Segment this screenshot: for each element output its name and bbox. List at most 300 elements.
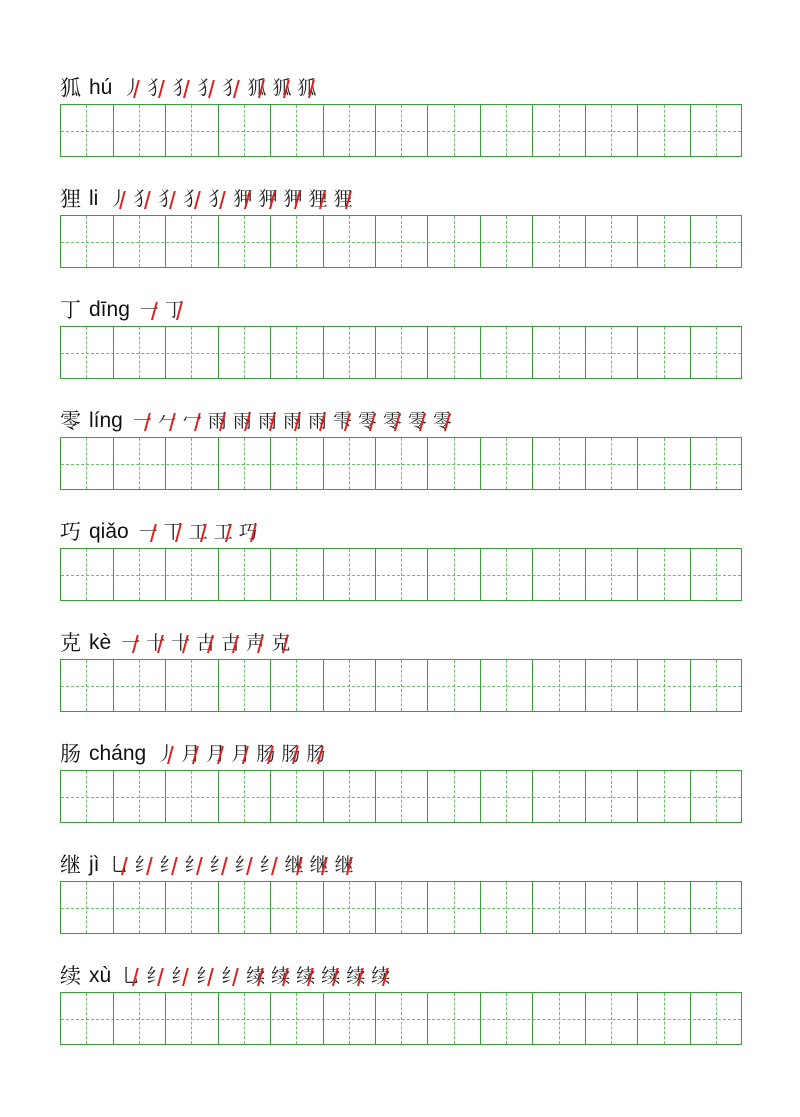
stroke-step: 丁 xyxy=(165,298,184,322)
stroke-step: 克 xyxy=(271,631,290,655)
stroke-order xyxy=(108,187,358,211)
stroke-highlight-icon xyxy=(207,635,220,653)
stroke-step: 犭 xyxy=(172,76,191,100)
stroke-highlight-icon xyxy=(257,968,270,986)
stroke-highlight-icon xyxy=(308,80,321,98)
character: 零 xyxy=(60,409,81,433)
writing-cell[interactable] xyxy=(323,438,375,489)
stroke-step: 犭 xyxy=(197,76,216,100)
stroke-step: 零 xyxy=(383,409,402,433)
stroke-step: 犭 xyxy=(208,187,227,211)
character: 狐 xyxy=(60,76,81,100)
stroke-step: 纟 xyxy=(171,964,190,988)
writing-cell[interactable] xyxy=(428,660,480,711)
writing-cell[interactable] xyxy=(323,327,375,378)
stroke-highlight-icon xyxy=(217,746,230,764)
writing-cell[interactable] xyxy=(113,327,165,378)
stroke-step: 纟 xyxy=(260,853,279,877)
writing-cell[interactable] xyxy=(586,771,638,822)
writing-cell[interactable] xyxy=(376,771,428,822)
stroke-step: 月 xyxy=(231,742,250,766)
stroke-step: 狐 xyxy=(272,76,291,100)
stroke-highlight-icon xyxy=(419,413,432,431)
stroke-step: 续 xyxy=(346,964,365,988)
stroke-highlight-icon xyxy=(182,968,195,986)
stroke-step: 雨 xyxy=(283,409,302,433)
stroke-order xyxy=(156,742,331,766)
writing-cell[interactable] xyxy=(638,549,690,600)
practice-row xyxy=(60,619,742,730)
character: 续 xyxy=(60,964,81,988)
pinyin: hú xyxy=(89,76,113,99)
writing-cell[interactable] xyxy=(61,882,113,933)
stroke-highlight-icon xyxy=(232,968,245,986)
stroke-highlight-icon xyxy=(369,413,382,431)
stroke-step: 续 xyxy=(271,964,290,988)
stroke-step: 十 xyxy=(146,631,165,655)
writing-cell[interactable] xyxy=(533,327,585,378)
writing-cell[interactable] xyxy=(428,771,480,822)
writing-cell[interactable] xyxy=(271,993,323,1044)
writing-cell[interactable] xyxy=(113,105,165,156)
writing-cell[interactable] xyxy=(376,549,428,600)
stroke-highlight-icon xyxy=(233,80,246,98)
stroke-highlight-icon xyxy=(250,524,263,542)
stroke-order xyxy=(140,298,190,322)
stroke-step: 纟 xyxy=(146,964,165,988)
stroke-highlight-icon xyxy=(283,80,296,98)
stroke-step: 丅 xyxy=(164,520,183,544)
writing-cell[interactable] xyxy=(586,105,638,156)
stroke-step: 肠 xyxy=(281,742,300,766)
writing-cell[interactable] xyxy=(218,438,270,489)
writing-cell[interactable] xyxy=(218,105,270,156)
stroke-order xyxy=(122,76,322,100)
stroke-highlight-icon xyxy=(296,857,309,875)
stroke-step: 狸 xyxy=(333,187,352,211)
writing-cell[interactable] xyxy=(271,327,323,378)
writing-cell[interactable] xyxy=(271,549,323,600)
stroke-step: 一 xyxy=(133,409,152,433)
writing-cell[interactable] xyxy=(166,771,218,822)
writing-cell[interactable] xyxy=(113,438,165,489)
stroke-step: 续 xyxy=(321,964,340,988)
writing-cell[interactable] xyxy=(218,549,270,600)
row-header xyxy=(60,952,396,988)
writing-cell[interactable] xyxy=(218,327,270,378)
stroke-highlight-icon xyxy=(246,857,259,875)
stroke-step: 乚 xyxy=(110,853,129,877)
writing-cell[interactable] xyxy=(376,216,428,267)
writing-cell[interactable] xyxy=(376,882,428,933)
stroke-highlight-icon xyxy=(269,191,282,209)
writing-cell[interactable] xyxy=(586,216,638,267)
pinyin: qiǎo xyxy=(89,520,129,543)
stroke-highlight-icon xyxy=(244,413,257,431)
writing-cell[interactable] xyxy=(481,660,533,711)
stroke-step: 狸 xyxy=(308,187,327,211)
stroke-highlight-icon xyxy=(257,635,270,653)
stroke-step: 乚 xyxy=(121,964,140,988)
writing-cell[interactable] xyxy=(61,105,113,156)
stroke-order xyxy=(110,853,360,877)
writing-cell[interactable] xyxy=(638,327,690,378)
writing-cell[interactable] xyxy=(271,438,323,489)
stroke-highlight-icon xyxy=(282,635,295,653)
writing-cell[interactable] xyxy=(428,327,480,378)
pinyin: li xyxy=(89,187,99,210)
stroke-highlight-icon xyxy=(151,302,164,320)
writing-grid xyxy=(60,215,742,268)
stroke-step: 纟 xyxy=(196,964,215,988)
stroke-step: 狎 xyxy=(283,187,302,211)
stroke-step: 继 xyxy=(310,853,329,877)
writing-grid xyxy=(60,881,742,934)
stroke-step: 十 xyxy=(171,631,190,655)
writing-cell[interactable] xyxy=(376,660,428,711)
writing-cell[interactable] xyxy=(61,771,113,822)
writing-cell[interactable] xyxy=(586,993,638,1044)
stroke-highlight-icon xyxy=(167,746,180,764)
stroke-step: 犭 xyxy=(133,187,152,211)
stroke-highlight-icon xyxy=(294,191,307,209)
writing-cell[interactable] xyxy=(586,549,638,600)
writing-cell[interactable] xyxy=(61,327,113,378)
writing-cell[interactable] xyxy=(691,660,743,711)
writing-grid xyxy=(60,770,742,823)
stroke-step: 肠 xyxy=(256,742,275,766)
stroke-step: 纟 xyxy=(135,853,154,877)
writing-cell[interactable] xyxy=(166,105,218,156)
writing-cell[interactable] xyxy=(691,771,743,822)
writing-cell[interactable] xyxy=(323,993,375,1044)
writing-cell[interactable] xyxy=(428,438,480,489)
writing-cell[interactable] xyxy=(638,993,690,1044)
stroke-highlight-icon xyxy=(219,191,232,209)
row-header xyxy=(60,175,359,211)
stroke-highlight-icon xyxy=(232,635,245,653)
writing-cell[interactable] xyxy=(218,993,270,1044)
writing-cell[interactable] xyxy=(61,993,113,1044)
stroke-highlight-icon xyxy=(357,968,370,986)
stroke-step: 继 xyxy=(285,853,304,877)
practice-row xyxy=(60,952,742,1063)
writing-cell[interactable] xyxy=(218,882,270,933)
writing-cell[interactable] xyxy=(323,882,375,933)
stroke-highlight-icon xyxy=(221,857,234,875)
writing-cell[interactable] xyxy=(691,216,743,267)
writing-cell[interactable] xyxy=(533,216,585,267)
stroke-highlight-icon xyxy=(444,413,457,431)
stroke-step: 丿 xyxy=(122,76,141,100)
character: 继 xyxy=(60,853,81,877)
stroke-highlight-icon xyxy=(121,857,134,875)
writing-cell[interactable] xyxy=(271,771,323,822)
stroke-step: 纟 xyxy=(235,853,254,877)
stroke-highlight-icon xyxy=(157,635,170,653)
pinyin: cháng xyxy=(89,742,147,765)
character: 狸 xyxy=(60,187,81,211)
writing-grid xyxy=(60,437,742,490)
writing-cell[interactable] xyxy=(166,327,218,378)
stroke-step: 犭 xyxy=(222,76,241,100)
row-header xyxy=(60,64,322,100)
stroke-step: 狎 xyxy=(233,187,252,211)
stroke-step: 𠂉 xyxy=(158,409,177,433)
writing-cell[interactable] xyxy=(638,105,690,156)
practice-row xyxy=(60,175,742,286)
writing-cell[interactable] xyxy=(113,660,165,711)
stroke-step: 雫 xyxy=(333,409,352,433)
stroke-highlight-icon xyxy=(269,413,282,431)
writing-cell[interactable] xyxy=(586,438,638,489)
practice-row xyxy=(60,64,742,175)
stroke-highlight-icon xyxy=(175,524,188,542)
stroke-step: 零 xyxy=(408,409,427,433)
pinyin: jì xyxy=(89,853,100,876)
stroke-highlight-icon xyxy=(208,80,221,98)
stroke-highlight-icon xyxy=(394,413,407,431)
writing-cell[interactable] xyxy=(691,993,743,1044)
writing-cell[interactable] xyxy=(113,771,165,822)
stroke-highlight-icon xyxy=(171,857,184,875)
character: 克 xyxy=(60,631,81,655)
writing-cell[interactable] xyxy=(113,216,165,267)
stroke-highlight-icon xyxy=(225,524,238,542)
stroke-highlight-icon xyxy=(292,746,305,764)
stroke-step: 冖 xyxy=(183,409,202,433)
stroke-order xyxy=(139,520,264,544)
writing-cell[interactable] xyxy=(691,438,743,489)
practice-row xyxy=(60,397,742,508)
writing-cell[interactable] xyxy=(533,771,585,822)
stroke-step: 一 xyxy=(140,298,159,322)
writing-cell[interactable] xyxy=(323,105,375,156)
stroke-highlight-icon xyxy=(132,635,145,653)
stroke-highlight-icon xyxy=(344,413,357,431)
stroke-step: 巧 xyxy=(239,520,258,544)
stroke-step: 犭 xyxy=(147,76,166,100)
writing-cell[interactable] xyxy=(376,438,428,489)
writing-cell[interactable] xyxy=(428,105,480,156)
stroke-step: 雨 xyxy=(208,409,227,433)
stroke-step: 犭 xyxy=(158,187,177,211)
writing-cell[interactable] xyxy=(691,105,743,156)
stroke-highlight-icon xyxy=(119,191,132,209)
stroke-highlight-icon xyxy=(346,857,359,875)
stroke-highlight-icon xyxy=(132,968,145,986)
stroke-highlight-icon xyxy=(258,80,271,98)
stroke-highlight-icon xyxy=(244,191,257,209)
writing-cell[interactable] xyxy=(481,882,533,933)
pinyin: xù xyxy=(89,964,112,987)
writing-cell[interactable] xyxy=(481,216,533,267)
writing-cell[interactable] xyxy=(533,549,585,600)
stroke-highlight-icon xyxy=(144,413,157,431)
writing-cell[interactable] xyxy=(481,993,533,1044)
writing-cell[interactable] xyxy=(533,438,585,489)
stroke-highlight-icon xyxy=(146,857,159,875)
writing-cell[interactable] xyxy=(533,105,585,156)
stroke-order xyxy=(133,409,458,433)
character: 肠 xyxy=(60,742,81,766)
writing-cell[interactable] xyxy=(166,216,218,267)
stroke-highlight-icon xyxy=(317,746,330,764)
stroke-highlight-icon xyxy=(150,524,163,542)
stroke-step: 纟 xyxy=(210,853,229,877)
writing-cell[interactable] xyxy=(586,882,638,933)
writing-cell[interactable] xyxy=(428,549,480,600)
stroke-highlight-icon xyxy=(194,413,207,431)
stroke-highlight-icon xyxy=(169,413,182,431)
writing-cell[interactable] xyxy=(376,105,428,156)
writing-cell[interactable] xyxy=(638,660,690,711)
writing-cell[interactable] xyxy=(428,882,480,933)
writing-cell[interactable] xyxy=(113,549,165,600)
row-header xyxy=(60,286,190,322)
writing-cell[interactable] xyxy=(166,660,218,711)
character: 巧 xyxy=(60,520,81,544)
writing-cell[interactable] xyxy=(481,327,533,378)
stroke-highlight-icon xyxy=(282,968,295,986)
writing-cell[interactable] xyxy=(428,993,480,1044)
writing-cell[interactable] xyxy=(481,438,533,489)
writing-cell[interactable] xyxy=(271,216,323,267)
stroke-step: 雨 xyxy=(233,409,252,433)
writing-cell[interactable] xyxy=(428,216,480,267)
stroke-step: 续 xyxy=(371,964,390,988)
stroke-order xyxy=(121,964,396,988)
stroke-step: 肠 xyxy=(306,742,325,766)
writing-cell[interactable] xyxy=(376,327,428,378)
row-header xyxy=(60,619,296,655)
writing-cell[interactable] xyxy=(113,993,165,1044)
stroke-highlight-icon xyxy=(133,80,146,98)
row-header xyxy=(60,841,360,877)
writing-cell[interactable] xyxy=(638,771,690,822)
stroke-step: 续 xyxy=(296,964,315,988)
writing-cell[interactable] xyxy=(533,993,585,1044)
stroke-step: 雨 xyxy=(308,409,327,433)
stroke-highlight-icon xyxy=(183,80,196,98)
writing-cell[interactable] xyxy=(271,105,323,156)
stroke-step: 犭 xyxy=(183,187,202,211)
stroke-step: 月 xyxy=(181,742,200,766)
writing-cell[interactable] xyxy=(323,771,375,822)
stroke-highlight-icon xyxy=(219,413,232,431)
stroke-step: 丿 xyxy=(108,187,127,211)
stroke-highlight-icon xyxy=(382,968,395,986)
writing-cell[interactable] xyxy=(218,660,270,711)
writing-cell[interactable] xyxy=(218,771,270,822)
stroke-step: 古 xyxy=(196,631,215,655)
stroke-highlight-icon xyxy=(158,80,171,98)
stroke-step: 纟 xyxy=(160,853,179,877)
writing-cell[interactable] xyxy=(166,993,218,1044)
writing-cell[interactable] xyxy=(61,216,113,267)
writing-cell[interactable] xyxy=(533,660,585,711)
stroke-step: 雨 xyxy=(258,409,277,433)
writing-cell[interactable] xyxy=(533,882,585,933)
stroke-highlight-icon xyxy=(207,968,220,986)
writing-cell[interactable] xyxy=(61,549,113,600)
writing-cell[interactable] xyxy=(376,993,428,1044)
writing-grid xyxy=(60,659,742,712)
writing-cell[interactable] xyxy=(691,882,743,933)
practice-row xyxy=(60,730,742,841)
writing-cell[interactable] xyxy=(166,882,218,933)
writing-cell[interactable] xyxy=(691,549,743,600)
stroke-highlight-icon xyxy=(200,524,213,542)
stroke-highlight-icon xyxy=(182,635,195,653)
stroke-step: 狐 xyxy=(297,76,316,100)
pinyin: kè xyxy=(89,631,112,654)
writing-cell[interactable] xyxy=(323,549,375,600)
stroke-step: 续 xyxy=(246,964,265,988)
stroke-step: 一 xyxy=(121,631,140,655)
row-header xyxy=(60,508,264,544)
writing-cell[interactable] xyxy=(166,549,218,600)
writing-cell[interactable] xyxy=(481,771,533,822)
stroke-step: 丿 xyxy=(156,742,175,766)
writing-cell[interactable] xyxy=(638,216,690,267)
writing-cell[interactable] xyxy=(271,882,323,933)
writing-cell[interactable] xyxy=(61,438,113,489)
stroke-highlight-icon xyxy=(267,746,280,764)
stroke-step: 古 xyxy=(221,631,240,655)
stroke-highlight-icon xyxy=(196,857,209,875)
stroke-step: 纟 xyxy=(221,964,240,988)
stroke-highlight-icon xyxy=(321,857,334,875)
stroke-step: 继 xyxy=(335,853,354,877)
writing-cell[interactable] xyxy=(481,549,533,600)
stroke-highlight-icon xyxy=(294,413,307,431)
row-header xyxy=(60,397,458,433)
stroke-highlight-icon xyxy=(319,191,332,209)
stroke-step: 声 xyxy=(246,631,265,655)
row-header xyxy=(60,730,331,766)
writing-cell[interactable] xyxy=(638,438,690,489)
practice-row xyxy=(60,508,742,619)
stroke-step: 狐 xyxy=(247,76,266,100)
stroke-highlight-icon xyxy=(194,191,207,209)
pinyin: líng xyxy=(89,409,123,432)
writing-cell[interactable] xyxy=(586,327,638,378)
writing-cell[interactable] xyxy=(586,660,638,711)
stroke-highlight-icon xyxy=(176,302,189,320)
writing-grid xyxy=(60,104,742,157)
stroke-highlight-icon xyxy=(271,857,284,875)
stroke-step: 零 xyxy=(358,409,377,433)
writing-cell[interactable] xyxy=(61,660,113,711)
writing-cell[interactable] xyxy=(323,216,375,267)
stroke-step: 纟 xyxy=(185,853,204,877)
writing-grid xyxy=(60,326,742,379)
writing-cell[interactable] xyxy=(691,327,743,378)
writing-cell[interactable] xyxy=(166,438,218,489)
stroke-step: 工 xyxy=(189,520,208,544)
writing-cell[interactable] xyxy=(323,660,375,711)
stroke-step: 月 xyxy=(206,742,225,766)
stroke-step: 狎 xyxy=(258,187,277,211)
writing-cell[interactable] xyxy=(271,660,323,711)
writing-grid xyxy=(60,992,742,1045)
writing-cell[interactable] xyxy=(113,882,165,933)
practice-row xyxy=(60,286,742,397)
writing-cell[interactable] xyxy=(481,105,533,156)
writing-cell[interactable] xyxy=(218,216,270,267)
writing-cell[interactable] xyxy=(638,882,690,933)
